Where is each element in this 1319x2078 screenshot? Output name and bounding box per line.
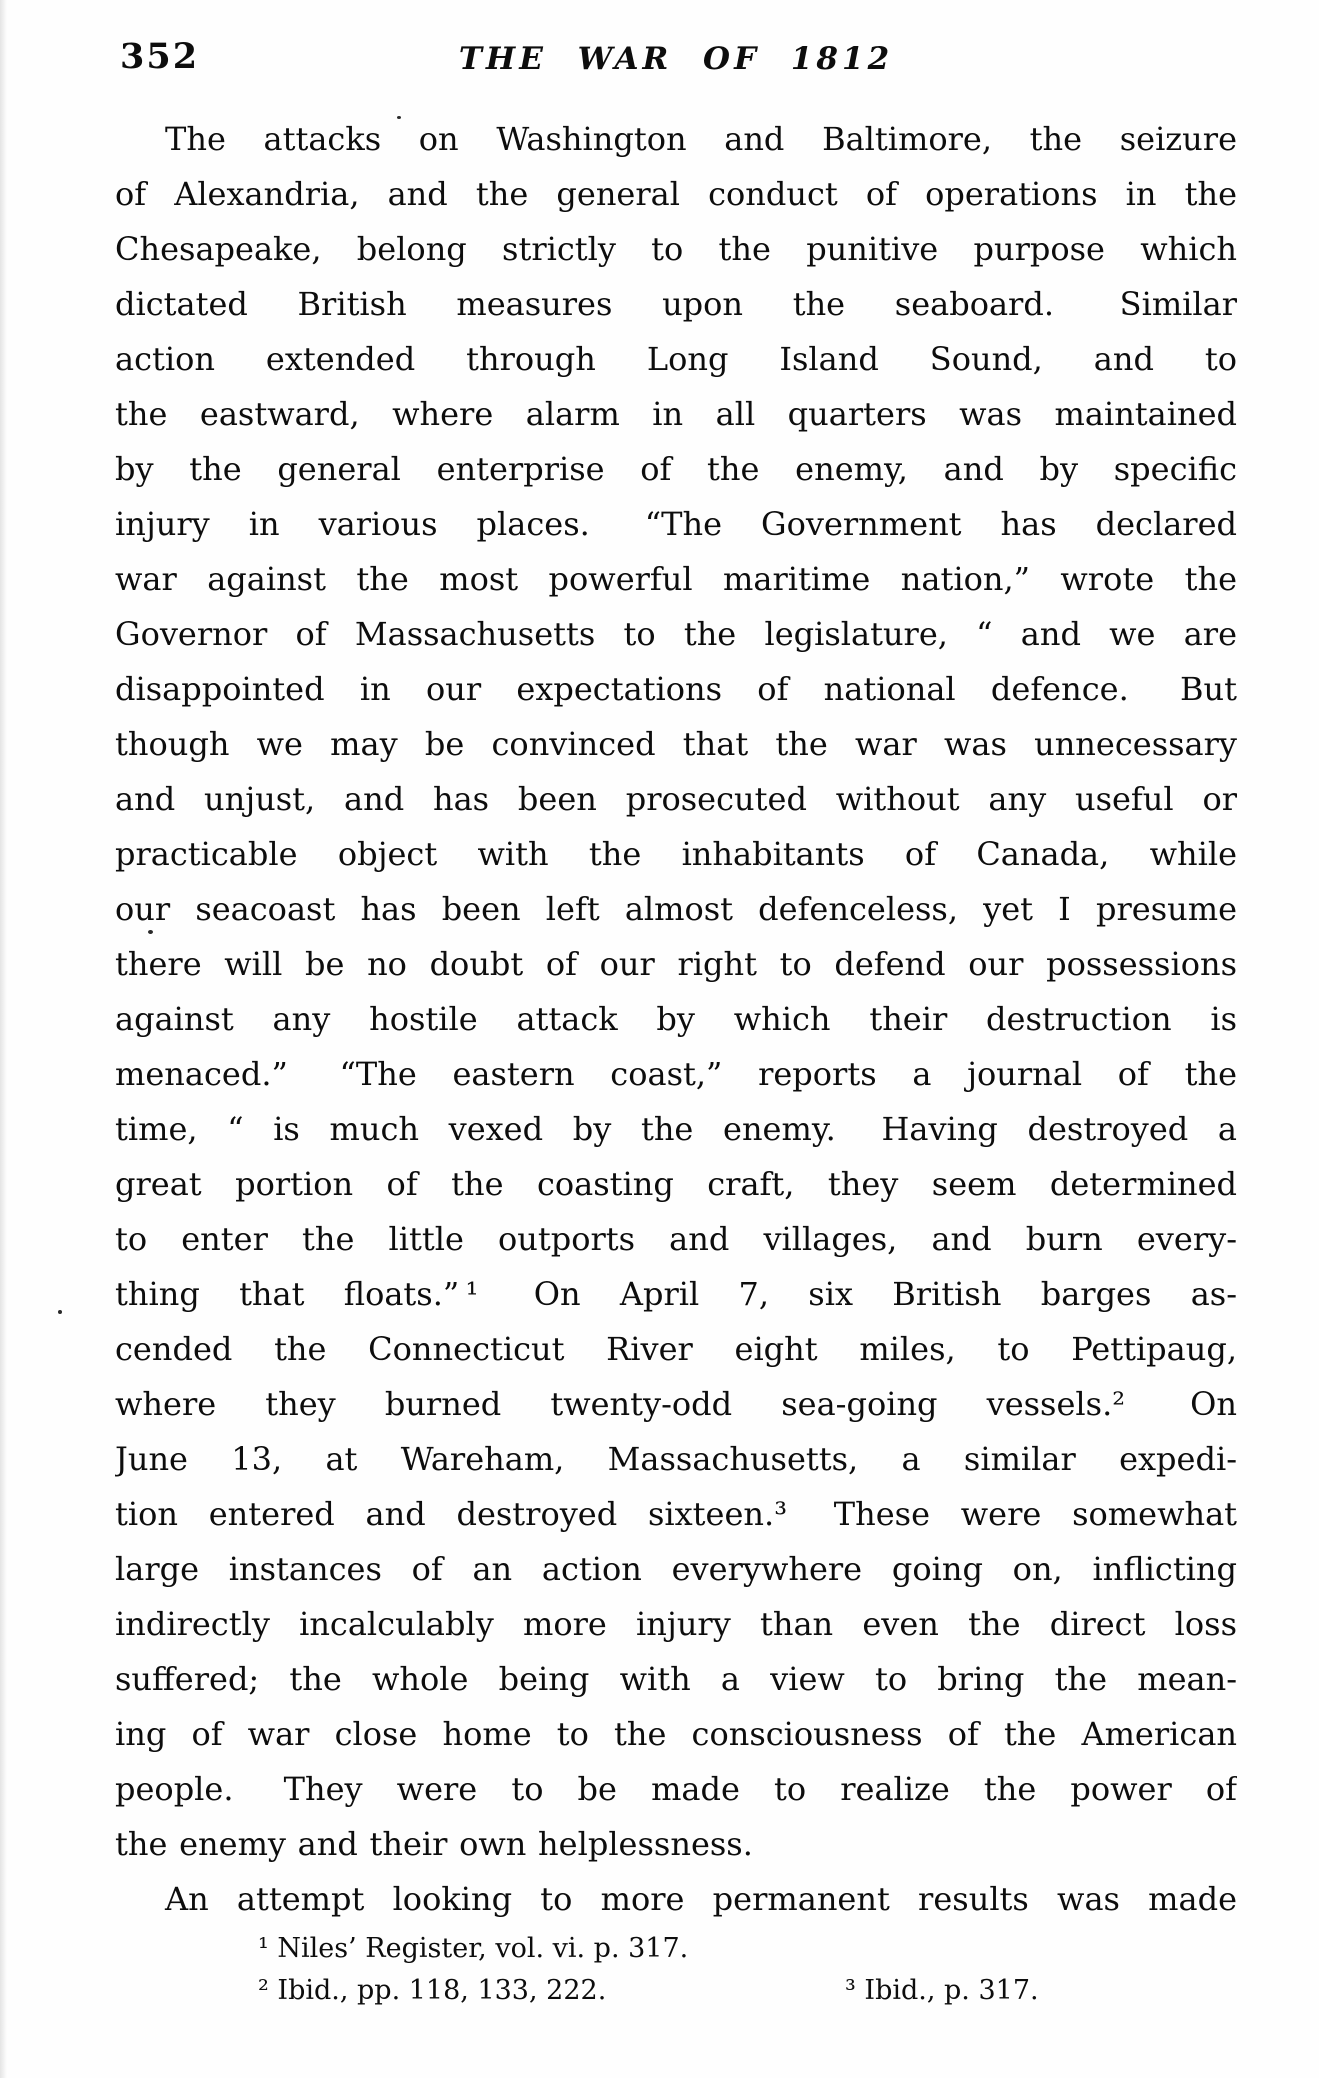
text-line: people. They were to be made to realize the power of <box>115 1770 1237 1808</box>
text-line: ing of war close home to the consciousness of the American <box>115 1715 1237 1753</box>
text-line: of Alexandria, and the general conduct of operations in the <box>115 175 1237 213</box>
text-line: where they burned twenty-odd sea-going vessels.² On <box>115 1385 1237 1423</box>
text-line: June 13, at Wareham, Massachusetts, a similar expedi- <box>115 1440 1237 1478</box>
text-line: and unjust, and has been prosecuted without any useful or <box>115 780 1237 818</box>
text-line: by the general enterprise of the enemy, and by specific <box>115 450 1237 488</box>
footnotes <box>258 1928 1208 2012</box>
text-line: there will be no doubt of our right to defend our possessions <box>115 945 1237 983</box>
text-line: great portion of the coasting craft, they seem determined <box>115 1165 1237 1203</box>
text-line: injury in various places. “The Government has declared <box>115 505 1237 543</box>
scan-speck <box>397 116 401 119</box>
text-line: action extended through Long Island Sound, and to <box>115 340 1237 378</box>
text-line: the eastward, where alarm in all quarters was maintained <box>115 395 1237 433</box>
text-line: menaced.” “The eastern coast,” reports a journal of the <box>115 1055 1237 1093</box>
body-text <box>115 112 1237 1927</box>
text-line: tion entered and destroyed sixteen.³ These were somewhat <box>115 1495 1237 1533</box>
page-number: 352 <box>120 36 200 77</box>
text-line: to enter the little outports and villages, and burn every- <box>115 1220 1237 1258</box>
text-line: Governor of Massachusetts to the legislature, “ and we are <box>115 615 1237 653</box>
scan-edge-shadow <box>0 0 7 2078</box>
text-line: disappointed in our expectations of national defence. But <box>115 670 1237 708</box>
paragraph <box>115 1872 1237 1927</box>
scan-speck <box>148 930 153 934</box>
text-line: Chesapeake, belong strictly to the punitive purpose which <box>115 230 1237 268</box>
text-line: suffered; the whole being with a view to bring the mean- <box>115 1660 1237 1698</box>
running-title: THE WAR OF 1812 <box>458 41 894 77</box>
footnote-1: ¹ Niles’ Register, vol. vi. p. 317. <box>258 1933 689 1964</box>
scan-speck <box>58 1310 62 1314</box>
text-line: dictated British measures upon the seaboard. Similar <box>115 285 1237 323</box>
text-line: The attacks on Washington and Baltimore, the seizure <box>165 120 1237 158</box>
text-line: against any hostile attack by which their destruction is <box>115 1000 1237 1038</box>
footnote-3: ³ Ibid., p. 317. <box>845 1975 1039 2006</box>
text-line: An attempt looking to more permanent results was made <box>165 1880 1237 1918</box>
footnote-row-2 <box>258 1970 1208 2012</box>
text-line: thing that floats.” ¹ On April 7, six British barges as- <box>115 1275 1237 1313</box>
text-line: our seacoast has been left almost defenceless, yet I presume <box>115 890 1237 928</box>
text-line: though we may be convinced that the war was unnecessary <box>115 725 1237 763</box>
footnote-2: ² Ibid., pp. 118, 133, 222. <box>258 1975 607 2006</box>
paragraphs <box>115 112 1237 1927</box>
text-line: the enemy and their own helplessness. <box>115 1825 753 1863</box>
text-line: indirectly incalculably more injury than even the direct loss <box>115 1605 1237 1643</box>
paragraph <box>115 112 1237 1872</box>
text-line: large instances of an action everywhere going on, inflicting <box>115 1550 1237 1588</box>
text-line: practicable object with the inhabitants of Canada, while <box>115 835 1237 873</box>
text-line: cended the Connecticut River eight miles, to Pettipaug, <box>115 1330 1237 1368</box>
text-line: war against the most powerful maritime nation,” wrote the <box>115 560 1237 598</box>
text-line: time, “ is much vexed by the enemy. Having destroyed a <box>115 1110 1237 1148</box>
